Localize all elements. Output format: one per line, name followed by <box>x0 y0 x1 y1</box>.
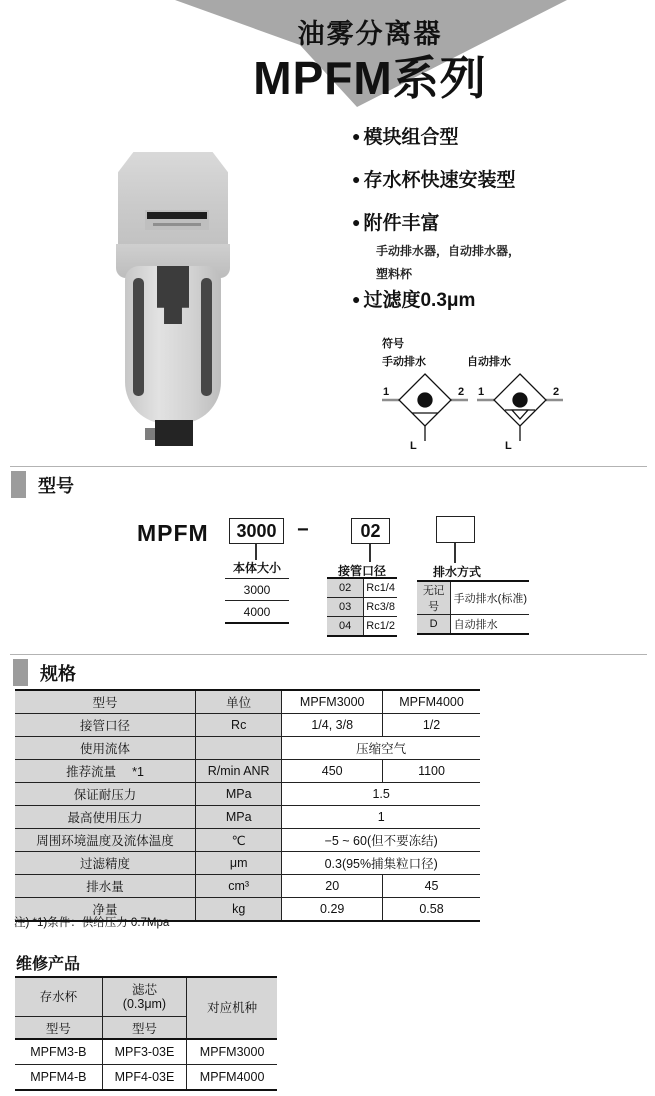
manual-drain-symbol <box>382 374 468 441</box>
body-size-option: 4000 <box>225 601 289 624</box>
photo-window-right <box>201 278 212 396</box>
photo-window-left <box>133 278 144 396</box>
table-row <box>417 615 529 635</box>
spec-value: 45 <box>383 875 480 898</box>
photo-drain-nipple <box>145 428 155 440</box>
port-thread: Rc1/2 <box>364 617 397 637</box>
spec-value: 0.3(95%捕集粒口径) <box>282 852 480 875</box>
column-subheader: 型号 <box>15 1017 102 1040</box>
body-size-option: 3000 <box>225 579 289 601</box>
spec-table <box>15 689 480 922</box>
column-subheader: 型号 <box>102 1017 187 1040</box>
spec-label: 推荐流量 *1 <box>15 760 196 783</box>
table-row <box>15 760 480 783</box>
body-size-label: 本体大小 <box>225 559 289 579</box>
model-drain-box <box>436 516 475 543</box>
drain-l-label: L <box>505 440 512 452</box>
feature-item: ● 模块组合型 <box>352 127 459 148</box>
spec-value: 0.58 <box>383 898 480 922</box>
spec-label: 排水量 <box>15 875 196 898</box>
section-marker <box>13 659 28 686</box>
port-thread: Rc3/8 <box>364 598 397 617</box>
bullet-icon: ● <box>352 214 361 230</box>
spec-unit: kg <box>196 898 282 922</box>
port-2-label: 2 <box>553 386 560 398</box>
table-row <box>327 578 397 598</box>
bullet-icon: ● <box>352 171 361 187</box>
maintenance-heading: 维修产品 <box>16 956 81 973</box>
table-row <box>15 829 480 852</box>
spec-unit: cm³ <box>196 875 282 898</box>
section-divider <box>10 466 647 467</box>
spec-unit: MPa <box>196 806 282 829</box>
model-port-box: 02 <box>351 518 390 544</box>
spec-value: 0.29 <box>282 898 383 922</box>
spec-unit: ℃ <box>196 829 282 852</box>
section-divider <box>10 654 647 655</box>
spec-label: 接管口径 <box>15 714 196 737</box>
spec-label: 净量 <box>15 898 196 922</box>
photo-nameplate <box>145 210 209 230</box>
table-row <box>327 598 397 617</box>
column-header: 型号 <box>15 690 196 714</box>
drain-l-label: L <box>410 440 417 452</box>
drain-method-label: 排水方式 <box>433 565 482 579</box>
product-photo <box>113 148 233 448</box>
spec-value: 1100 <box>383 760 480 783</box>
port-code: 02 <box>327 578 364 598</box>
spec-unit: μm <box>196 852 282 875</box>
model-prefix: MPFM <box>137 520 209 546</box>
maintenance-header-row <box>15 977 277 1017</box>
series-title: MPFM系列 <box>253 52 487 104</box>
spec-footnote: 注) *1)条件：供给压力 0.7Mpa <box>14 917 170 929</box>
feature-item: ● 过滤度0.3μm <box>352 290 476 311</box>
drain-method-table <box>417 580 529 635</box>
symbol-diagram <box>372 335 602 460</box>
spec-unit: R/min ANR <box>196 760 282 783</box>
auto-drain-symbol <box>477 374 563 441</box>
spec-label: 过滤精度 <box>15 852 196 875</box>
feature-subtext: 手动排水器，自动排水器， <box>376 244 521 258</box>
feature-subtext: 塑料杯 <box>376 267 413 281</box>
feature-item: ● 存水杯快速安装型 <box>352 170 516 191</box>
column-header: MPFM3000 <box>282 690 383 714</box>
port-thread: Rc1/4 <box>364 578 397 598</box>
footnote-ref: *1 <box>132 765 144 779</box>
bullet-icon: ● <box>352 128 361 144</box>
table-row <box>15 806 480 829</box>
connector-line <box>454 543 456 563</box>
drain-code: D <box>417 615 450 635</box>
port-size-table <box>327 577 397 637</box>
spec-unit: Rc <box>196 714 282 737</box>
product-category-title: 油雾分离器 <box>297 19 443 49</box>
spec-label: 保证耐压力 <box>15 783 196 806</box>
photo-nameplate-bar <box>147 212 207 219</box>
spec-label: 周围环境温度及流体温度 <box>15 829 196 852</box>
drain-description: 手动排水(标准) <box>450 581 529 615</box>
feature-item: ● 附件丰富 <box>352 213 440 234</box>
spec-label: 使用流体 <box>15 737 196 760</box>
column-header: 单位 <box>196 690 282 714</box>
port-code: 03 <box>327 598 364 617</box>
model-size-box: 3000 <box>229 518 284 544</box>
spec-unit: MPa <box>196 783 282 806</box>
spec-section-heading: 规格 <box>40 664 76 684</box>
symbol-svg <box>372 367 592 457</box>
table-row <box>15 852 480 875</box>
table-row <box>15 1065 277 1091</box>
spec-value: 1 <box>282 806 480 829</box>
port-1-label: 1 <box>478 386 485 398</box>
spec-value: 压缩空气 <box>282 737 480 760</box>
element-model: MPF3-03E <box>102 1039 187 1065</box>
symbol-caption: 符号 <box>382 338 404 350</box>
bullet-icon: ● <box>352 291 361 307</box>
drain-description: 自动排水 <box>450 615 529 635</box>
port-2-label: 2 <box>458 386 465 398</box>
photo-cap <box>118 152 228 244</box>
body-size-list <box>225 559 289 624</box>
spec-label: 最高使用压力 <box>15 806 196 829</box>
table-row <box>15 714 480 737</box>
section-marker <box>11 471 26 498</box>
applicable-model: MPFM3000 <box>187 1039 277 1065</box>
table-row <box>417 581 529 615</box>
auto-drain-label: 自动排水 <box>467 356 511 368</box>
column-header: MPFM4000 <box>383 690 480 714</box>
table-row <box>15 783 480 806</box>
maintenance-table <box>15 976 277 1091</box>
table-row <box>15 737 480 760</box>
port-size-label: 接管口径 <box>337 564 386 578</box>
port-code: 04 <box>327 617 364 637</box>
column-header: 滤芯 (0.3μm) <box>102 977 187 1017</box>
cup-model: MPFM4-B <box>15 1065 102 1091</box>
photo-nameplate-line <box>153 223 201 226</box>
port-1-label: 1 <box>383 386 390 398</box>
photo-drain-fitting <box>155 420 193 446</box>
applicable-model: MPFM4000 <box>199 1070 265 1084</box>
spec-value: 1/2 <box>383 714 480 737</box>
spec-header-row <box>15 690 480 714</box>
table-row <box>327 617 397 637</box>
feature-list <box>352 122 652 322</box>
connector-line <box>369 544 371 562</box>
table-row <box>15 1039 277 1065</box>
spec-value: 450 <box>282 760 383 783</box>
manual-drain-label: 手动排水 <box>382 356 426 368</box>
table-row <box>15 875 480 898</box>
spec-value: 1/4, 3/8 <box>282 714 383 737</box>
spec-value: 1.5 <box>282 783 480 806</box>
column-header: 对应机种 <box>187 977 277 1039</box>
element-model: MPF4-03E <box>102 1065 187 1091</box>
cup-model: MPFM3-B <box>15 1039 102 1065</box>
connector-line <box>255 544 257 560</box>
spec-unit <box>196 737 282 760</box>
model-dash: − <box>297 519 309 541</box>
spec-value: −5 ~ 60(但不要冻结) <box>282 829 480 852</box>
drain-code: 无记号 <box>417 581 450 615</box>
spec-value: 20 <box>282 875 383 898</box>
column-header: 存水杯 <box>15 977 102 1017</box>
model-section-heading: 型号 <box>38 476 74 496</box>
